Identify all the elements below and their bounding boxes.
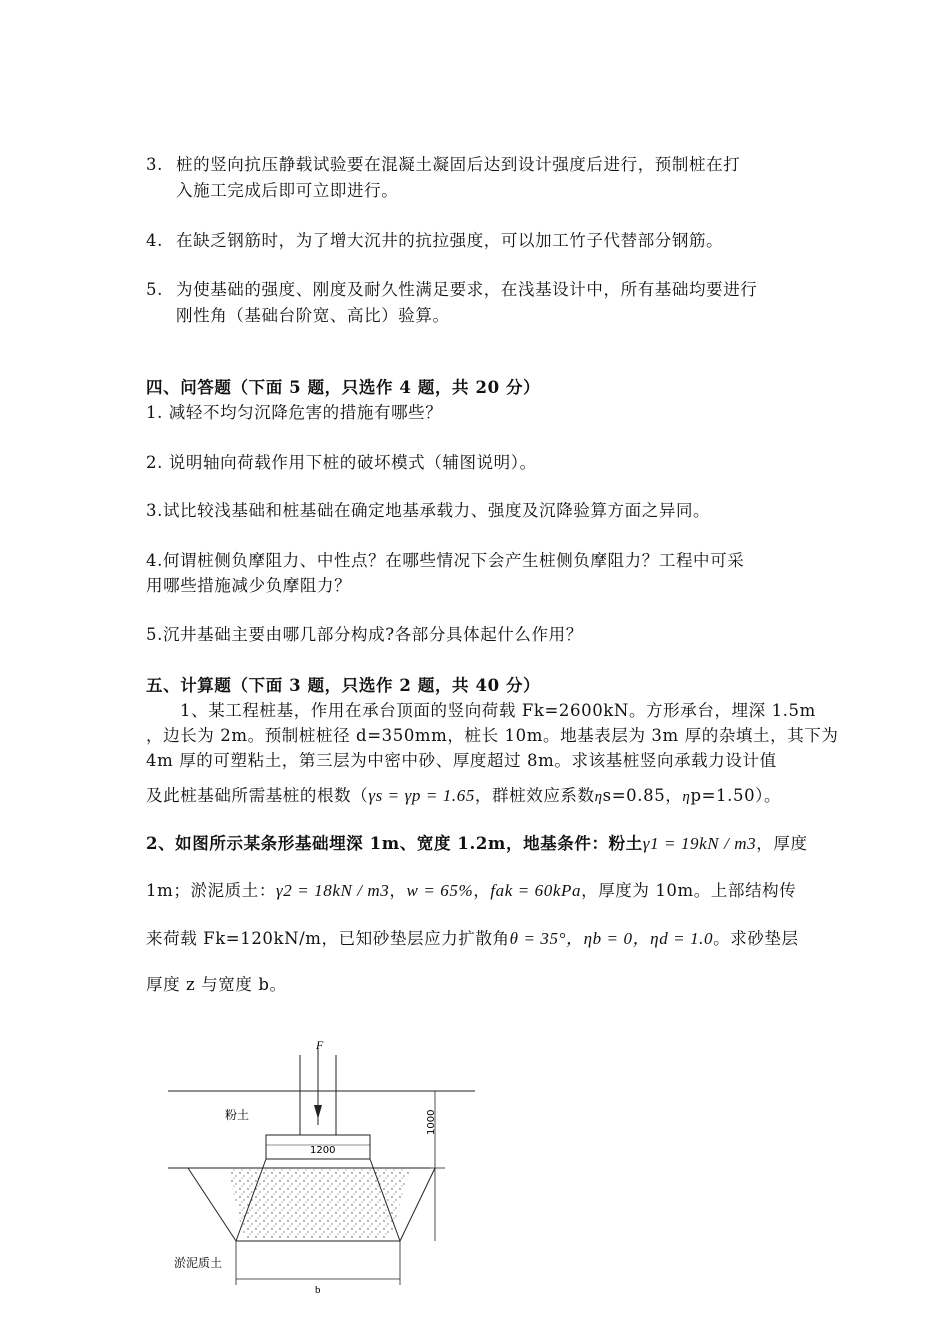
upper-soil-label: 粉土: [225, 1108, 250, 1122]
item-5-line2: 刚性角（基础台阶宽、高比）验算。: [176, 306, 450, 325]
width-label: 1200: [310, 1145, 336, 1156]
water-content-formula: w = 65%: [406, 881, 474, 900]
load-arrow-head: [314, 1105, 322, 1119]
problem-1-line1: 1、某工程桩基，作用在承台顶面的竖向荷载 Fk=2600kN。方形承台，埋深 1.5m: [180, 701, 816, 720]
bottom-label: b: [315, 1284, 321, 1295]
eta-symbol: η: [594, 789, 603, 805]
item-5-line1: 5. 为使基础的强度、刚度及耐久性满足要求，在浅基设计中，所有基础均要进行: [146, 280, 758, 299]
lower-soil-label: 淤泥质土: [174, 1256, 223, 1270]
problem-2-line3: 来荷载 Fk=120kN/m，已知砂垫层应力扩散角θ = 35°，ηb = 0，ηd = 1.0。求砂垫层: [146, 929, 799, 948]
gamma2-formula: γ2 = 18kN / m3: [275, 881, 390, 900]
question-5: 5.沉井基础主要由哪几部分构成?各部分具体起什么作用？: [146, 625, 583, 644]
problem-1-line2: ，边长为 2m。预制桩桩径 d=350mm，桩长 10m。地基表层为 3m 厚的杂填土，其下为: [146, 726, 839, 745]
gamma-formula: γs = γp = 1.65: [368, 786, 475, 805]
cushion-outer-left: [188, 1168, 236, 1241]
problem-2-line4: 厚度 z 与宽度 b。: [146, 975, 287, 994]
question-2: 2. 说明轴向荷载作用下桩的破坏模式（辅图说明）。: [146, 453, 537, 472]
load-label: F: [316, 1038, 324, 1052]
question-1: 1. 减轻不均匀沉降危害的措施有哪些？: [146, 403, 443, 422]
problem-1-line3: 4m 厚的可塑粘土，第三层为中密中砂、厚度超过 8m。求该基桩竖向承载力设计值: [146, 751, 777, 770]
item-3-line1: 3. 桩的竖向抗压静载试验要在混凝土凝固后达到设计强度后进行，预制桩在打: [146, 155, 741, 174]
section-5-heading: 五、计算题（下面 3 题，只选作 2 题，共 40 分）: [146, 676, 541, 695]
depth-label: 1000: [426, 1109, 437, 1135]
foundation-diagram: [150, 1035, 480, 1295]
problem-2-line2: 1m；淤泥质土：γ2 = 18kN / m3，w = 65%，fak = 60kPa，厚度为 10m。上部结构传: [146, 881, 797, 900]
gamma1-formula: γ1 = 19kN / m3: [642, 834, 757, 853]
eta-symbol-2: η: [682, 789, 691, 805]
problem-2-line1: 2、如图所示某条形基础埋深 1m、宽度 1.2m，地基条件：粉土γ1 = 19kN / m3，厚度: [146, 834, 808, 853]
question-3: 3.试比较浅基础和桩基础在确定地基承载力、强度及沉降验算方面之异同。: [146, 501, 711, 520]
question-4-line1: 4.何谓桩侧负摩阻力、中性点？在哪些情况下会产生桩侧负摩阻力？工程中可采: [146, 551, 745, 570]
problem-1-line4: 及此桩基础所需基桩的根数（γs = γp = 1.65，群桩效应系数ηs=0.85，ηp=1.50）。: [146, 786, 782, 805]
item-3-line2: 入施工完成后即可立即进行。: [176, 181, 399, 200]
section-4-heading: 四、问答题（下面 5 题，只选作 4 题，共 20 分）: [146, 378, 541, 397]
fak-formula: fak = 60kPa: [490, 881, 582, 900]
theta-formula: θ = 35°，ηb = 0，ηd = 1.0: [509, 929, 714, 948]
item-4: 4. 在缺乏钢筋时，为了增大沉井的抗拉强度，可以加工竹子代替部分钢筋。: [146, 231, 724, 250]
question-4-line2: 用哪些措施减少负摩阻力？: [146, 576, 352, 595]
